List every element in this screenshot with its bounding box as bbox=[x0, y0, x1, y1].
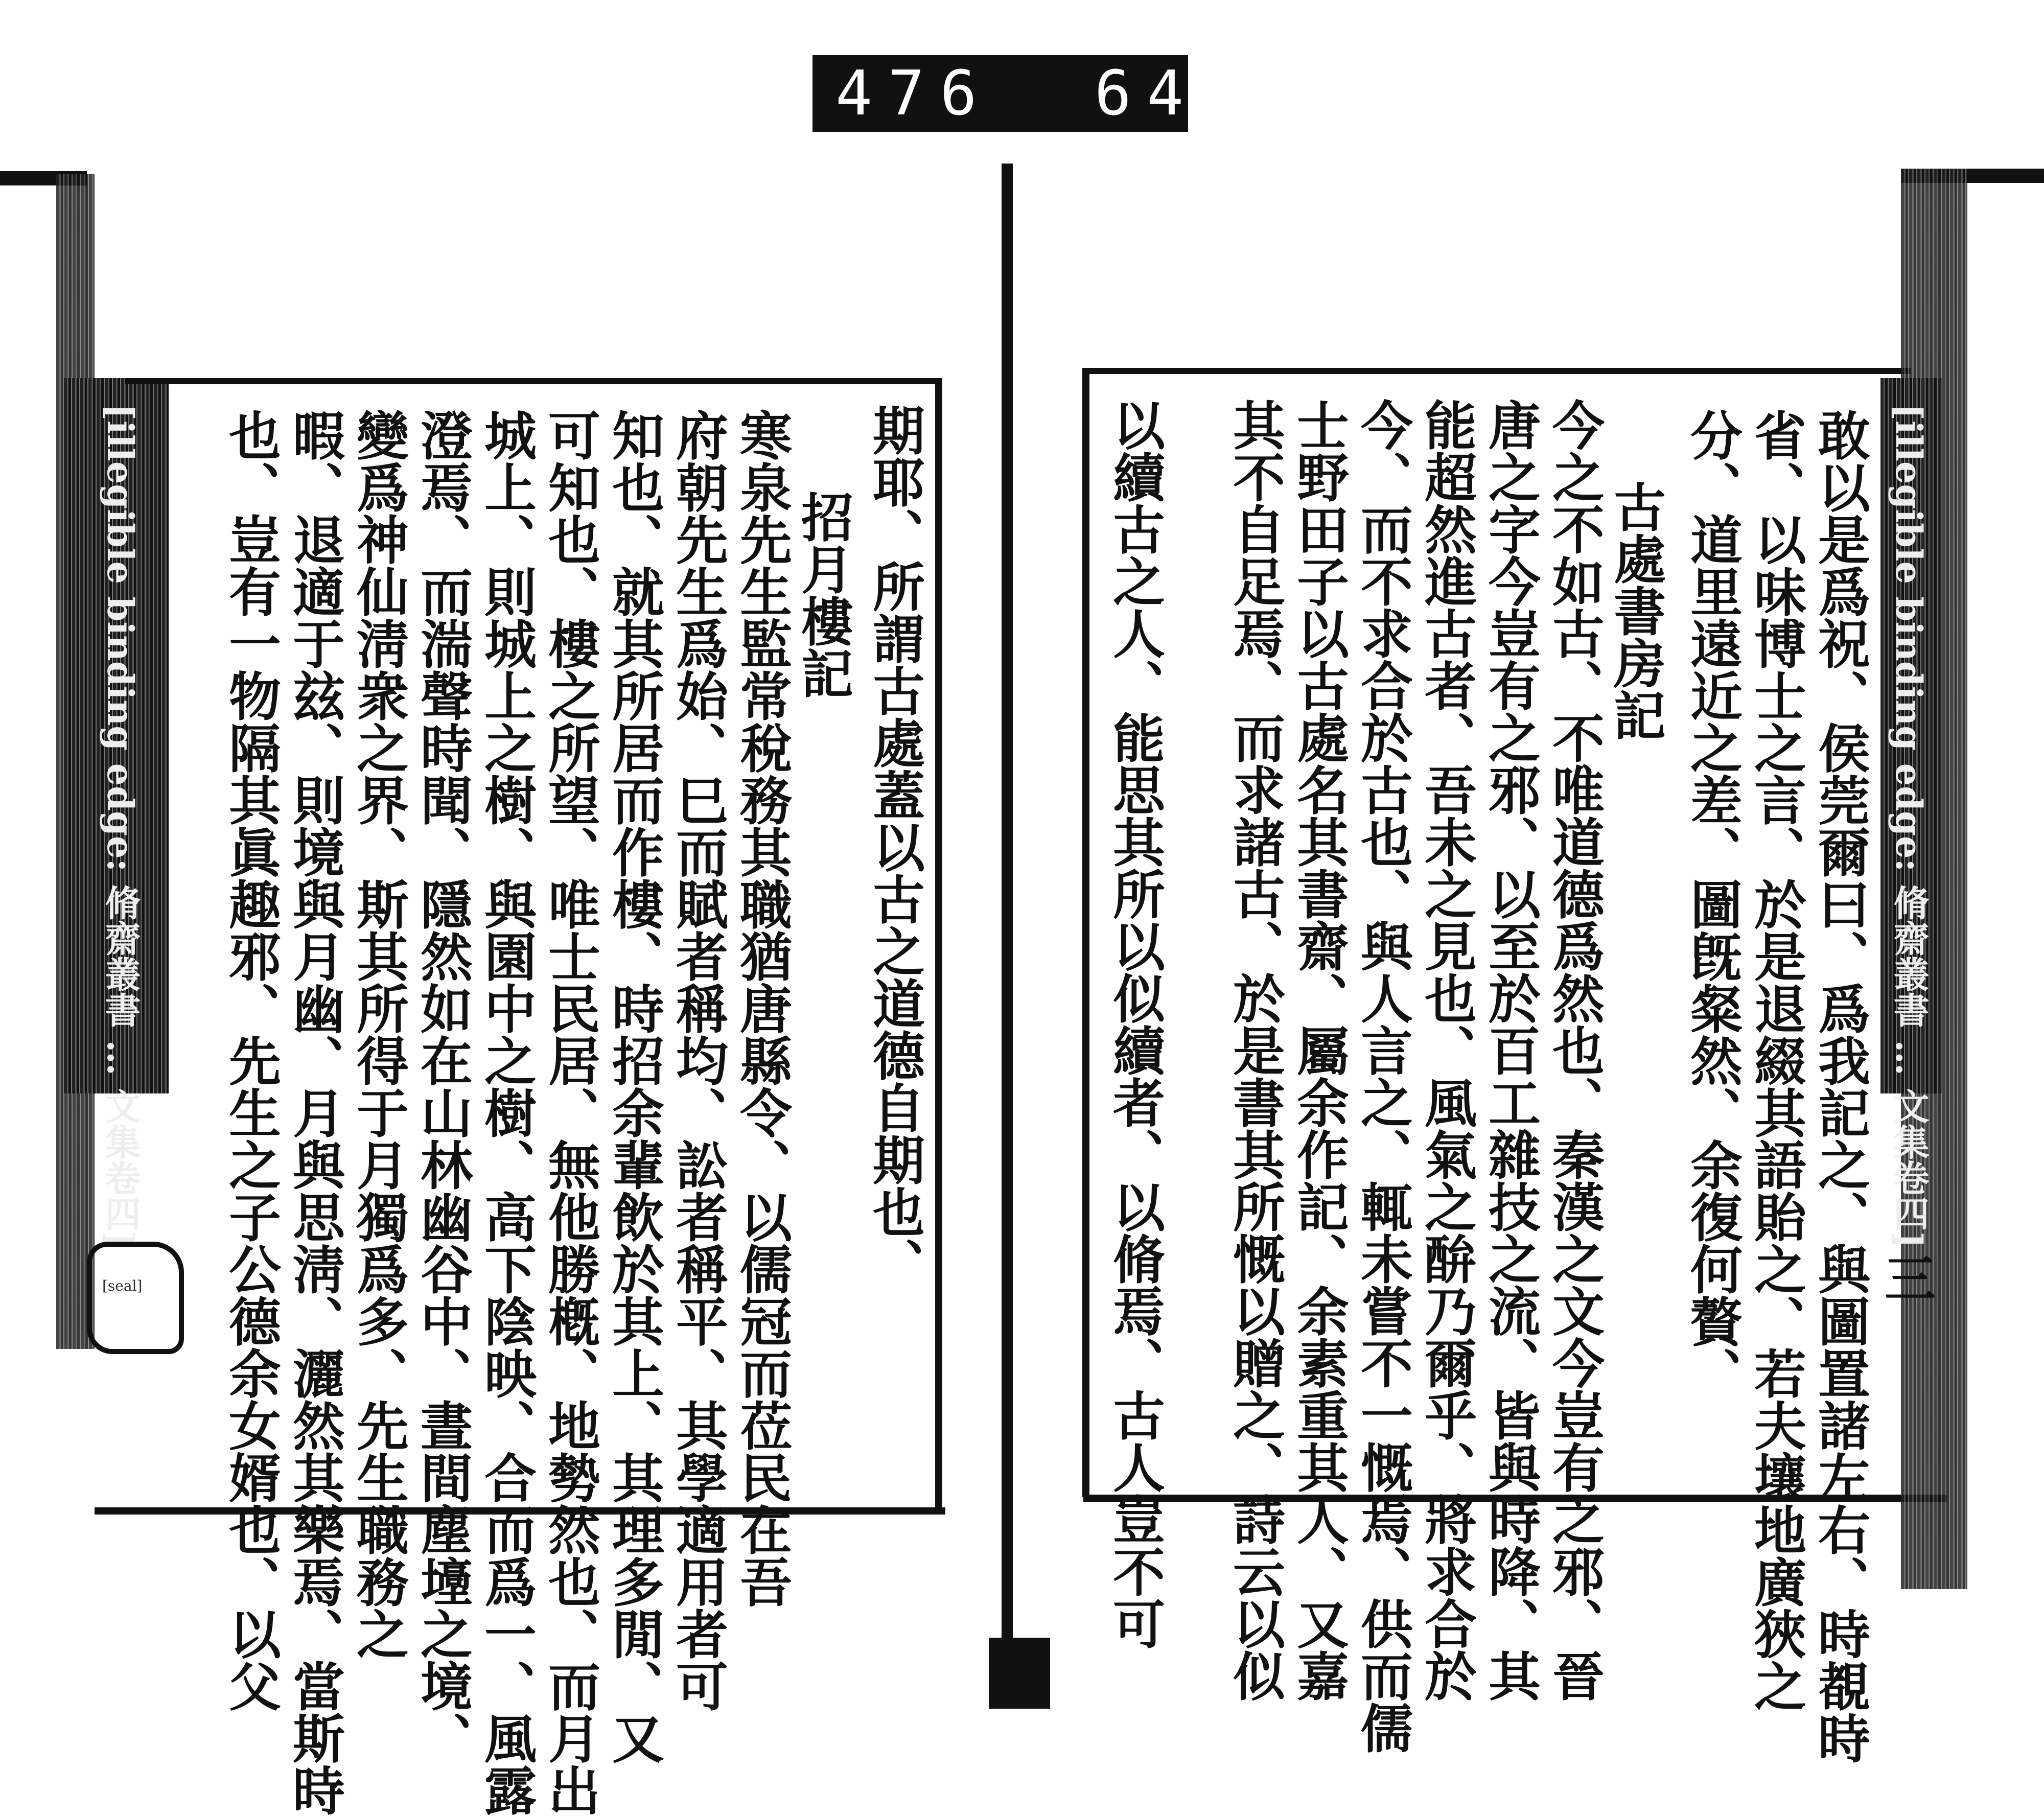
seal-text: [seal] bbox=[102, 1277, 143, 1294]
archive-number-label bbox=[812, 55, 1304, 132]
left-column-7: 城上、則城上之樹、與園中之樹、高下陰映、合而爲一、風露 bbox=[476, 409, 537, 1816]
right-frame-top bbox=[1083, 368, 1911, 374]
right-column-10: 其不自足焉、而求諸古、於是書其所慨以贈之、詩云以似 bbox=[1224, 399, 1286, 1702]
left-column-5: 知也、就其所居而作樓、時招余輩飲於其上、其理多閒、又 bbox=[603, 409, 665, 1764]
gutter-base-block bbox=[989, 1638, 1050, 1709]
left-number: 476 bbox=[835, 58, 992, 129]
right-column-11: 以續古之人、能思其所以似續者、以脩焉、古人豈不可 bbox=[1104, 399, 1166, 1649]
left-column-10: 暇、退適于玆、則境與月幽、月與思淸、灑然其樂焉、當斯時 bbox=[284, 409, 345, 1816]
left-margin-title: [illegible binding edge: 脩齋叢書 … 文集卷四] bbox=[99, 404, 142, 1248]
right-column-7: 能超然進古者、吾未之見也、風氣之䣲乃爾乎、將求合於 bbox=[1416, 399, 1477, 1702]
left-frame-right bbox=[935, 378, 942, 1512]
center-gutter bbox=[1002, 164, 1013, 1691]
right-column-5: 今之不如古、不唯道德爲然也、秦漢之文今豈有之邪、晉 bbox=[1544, 399, 1605, 1702]
left-column-6: 可知也、樓之所望、唯士民居、無他勝槪、地勢然也、而月出 bbox=[540, 409, 601, 1816]
left-column-8: 澄焉、而湍聲時聞、隱然如在山林幽谷中、晝間塵㙵之境、 bbox=[412, 409, 473, 1764]
right-column-3: 分、道里遠近之差、圖旣粲然、余復何贅、 bbox=[1682, 409, 1743, 1399]
right-number: 645. bbox=[1094, 58, 1304, 129]
right-column-9: 士野田子以古處名其書齋、屬余作記、余素重其人、又嘉 bbox=[1288, 399, 1350, 1702]
right-section-title: 古處書房記 bbox=[1605, 480, 1666, 741]
right-column-6: 唐之字今豈有之邪、以至於百工雜技之流、皆與時降、其 bbox=[1480, 399, 1541, 1702]
right-page-number: 三 bbox=[1876, 1252, 1936, 1303]
left-column-3: 寒泉先生監常稅務其職猶唐縣令、以儒冠而莅民在吾 bbox=[731, 409, 793, 1608]
right-column-8: 今、而不求合於古也、與人言之、輒未嘗不一慨焉、供而儒 bbox=[1352, 399, 1413, 1754]
left-section-title: 招月樓記 bbox=[793, 491, 854, 699]
right-margin-title: [illegible binding edge: 脩齋叢書 … 文集卷四] bbox=[1888, 404, 1930, 1248]
right-column-2: 省、以味博士之言、於是退綴其語貽之、若夫壤地廣狹之 bbox=[1746, 409, 1807, 1712]
right-column-1: 敢以是爲祝、侯莞爾曰、爲我記之、與圖置諸左右、時覩時 bbox=[1809, 409, 1871, 1764]
left-column-9: 變爲神仙淸衆之界、斯其所得于月獨爲多、先生職務之 bbox=[348, 409, 409, 1660]
right-frame-left bbox=[1082, 368, 1089, 1497]
left-column-4: 府朝先生爲始、巳而賦者稱均、訟者稱平、其學適用者可 bbox=[667, 409, 729, 1712]
left-frame-top bbox=[125, 378, 938, 384]
left-column-11: 也、豈有一物隔其眞趣邪、先生之子公德余女婿也、以父 bbox=[220, 409, 282, 1712]
left-column-1: 期耶、所謂古處蓋以古之道德自期也、 bbox=[864, 404, 925, 1290]
seal-stamp bbox=[87, 1242, 184, 1354]
